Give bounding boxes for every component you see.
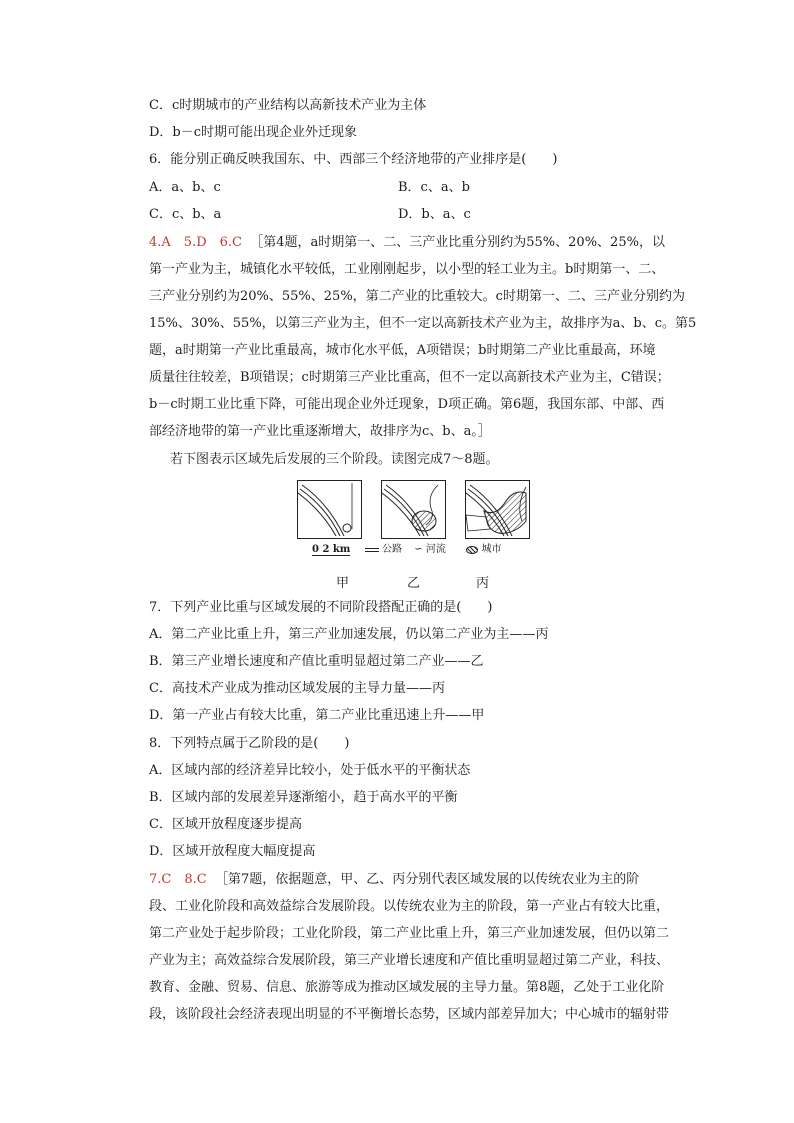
q6-option-d: D．b、a、c xyxy=(398,207,471,222)
q7-option-d: D．第一产业占有较大比重，第二产业比重迅速上升——甲 xyxy=(149,708,485,723)
caption-yi: 乙 xyxy=(407,576,421,591)
explain1-first-line xyxy=(149,235,665,251)
explain2-line-1: 段、工业化阶段和高效益综合发展阶段。以传统农业为主的阶段，第一产业占有较大比重， xyxy=(149,899,670,914)
q8-option-a: A．区域内部的经济差异比较小，处于低水平的平衡状态 xyxy=(149,763,471,778)
q5-option-c: C．c时期城市的产业结构以高新技术产业为主体 xyxy=(149,98,427,113)
explain1-answers: 4.A 5.D 6.C xyxy=(149,235,242,250)
q6-option-a: A．a、b、c xyxy=(149,180,221,195)
city-icon xyxy=(466,546,478,554)
q7-option-b: B．第三产业增长速度和产值比重明显超过第二产业——乙 xyxy=(149,654,484,669)
figure-panel-yi xyxy=(381,480,446,539)
q8-stem: 8．下列特点属于乙阶段的是( ) xyxy=(149,736,350,751)
explain1-line-4: 题，a时期第一产业比重最高，城市化水平低，A项错误；b时期第二产业比重最高，环境 xyxy=(149,343,656,358)
explain2-first-line xyxy=(149,872,639,888)
legend-city: 城市 xyxy=(481,544,502,555)
explain1-line-0: ［第4题，a时期第一、二、三产业比重分别约为55%、20%、25%，以 xyxy=(250,235,665,250)
scale-bar: 0 2 km xyxy=(312,544,351,555)
caption-jia: 甲 xyxy=(336,576,350,591)
q7-stem: 7．下列产业比重与区域发展的不同阶段搭配正确的是( ) xyxy=(149,600,493,615)
explain1-line-1: 第一产业为主，城镇化水平较低，工业刚刚起步，以小型的轻工业为主。b时期第一、二、 xyxy=(149,262,665,277)
q7-option-a: A．第二产业比重上升，第三产业加速发展，仍以第二产业为主——丙 xyxy=(149,627,549,642)
explain1-line-6: b－c时期工业比重下降，可能出现企业外迁现象，D项正确。第6题，我国东部、中部、西 xyxy=(149,397,665,412)
q5-option-d: D．b－c时期可能出现企业外迁现象 xyxy=(149,125,358,140)
figure-legend xyxy=(312,544,501,556)
explain2-line-4: 教育、金融、贸易、信息、旅游等成为推动区域发展的主导力量。第8题，乙处于工业化阶 xyxy=(149,980,665,995)
q8-option-c: C．区域开放程度逐步提高 xyxy=(149,817,302,832)
explain2-answers: 7.C 8.C xyxy=(149,872,207,887)
q8-option-d: D．区域开放程度大幅度提高 xyxy=(149,844,316,859)
figure-intro: 若下图表示区域先后发展的三个阶段。读图完成7～8题。 xyxy=(170,452,499,467)
river-icon: ∽ xyxy=(414,544,423,555)
legend-road: 公路 xyxy=(381,544,402,555)
explain2-line-3: 产业为主；高效益综合发展阶段，第三产业增长速度和产值比重明显超过第二产业，科技、 xyxy=(149,953,670,968)
caption-bing: 丙 xyxy=(476,576,490,591)
explain1-line-2: 三产业分别约为20%、55%、25%，第二产业的比重较大。c时期第一、二、三产业分别约为 xyxy=(149,289,685,304)
explain1-line-7: 部经济地带的第一产业比重逐渐增大，故排序为c、b、a。］ xyxy=(149,424,491,439)
explain2-line-0: ［第7题，依据题意，甲、乙、丙分别代表区域发展的以传统农业为主的阶 xyxy=(214,872,640,887)
q6-stem: 6．能分别正确反映我国东、中、西部三个经济地带的产业排序是( ) xyxy=(149,152,558,167)
explain2-line-5: 段，该阶段社会经济表现出明显的不平衡增长态势，区域内部差异加大；中心城市的辐射带 xyxy=(149,1007,670,1022)
figure-panel-jia xyxy=(297,480,362,539)
explain2-line-2: 第二产业处于起步阶段；工业化阶段，第二产业比重上升，第三产业加速发展，但仍以第二 xyxy=(149,926,670,941)
q7-option-c: C．高技术产业成为推动区域发展的主导力量——丙 xyxy=(149,681,445,696)
road-icon xyxy=(365,548,379,552)
figure-panel-bing xyxy=(465,480,530,539)
explain1-line-3: 15%、30%、55%，以第三产业为主，但不一定以高新技术产业为主，故排序为a、b、c。第5 xyxy=(149,316,697,331)
explain1-line-5: 质量往往较差，B项错误；c时期第三产业比重高，但不一定以高新技术产业为主，C错误； xyxy=(149,370,670,385)
legend-river: 河流 xyxy=(425,544,446,555)
q6-option-c: C．c、b、a xyxy=(149,207,222,222)
q8-option-b: B．区域内部的发展差异逐渐缩小，趋于高水平的平衡 xyxy=(149,790,458,805)
q6-option-b: B．c、a、b xyxy=(398,180,470,195)
